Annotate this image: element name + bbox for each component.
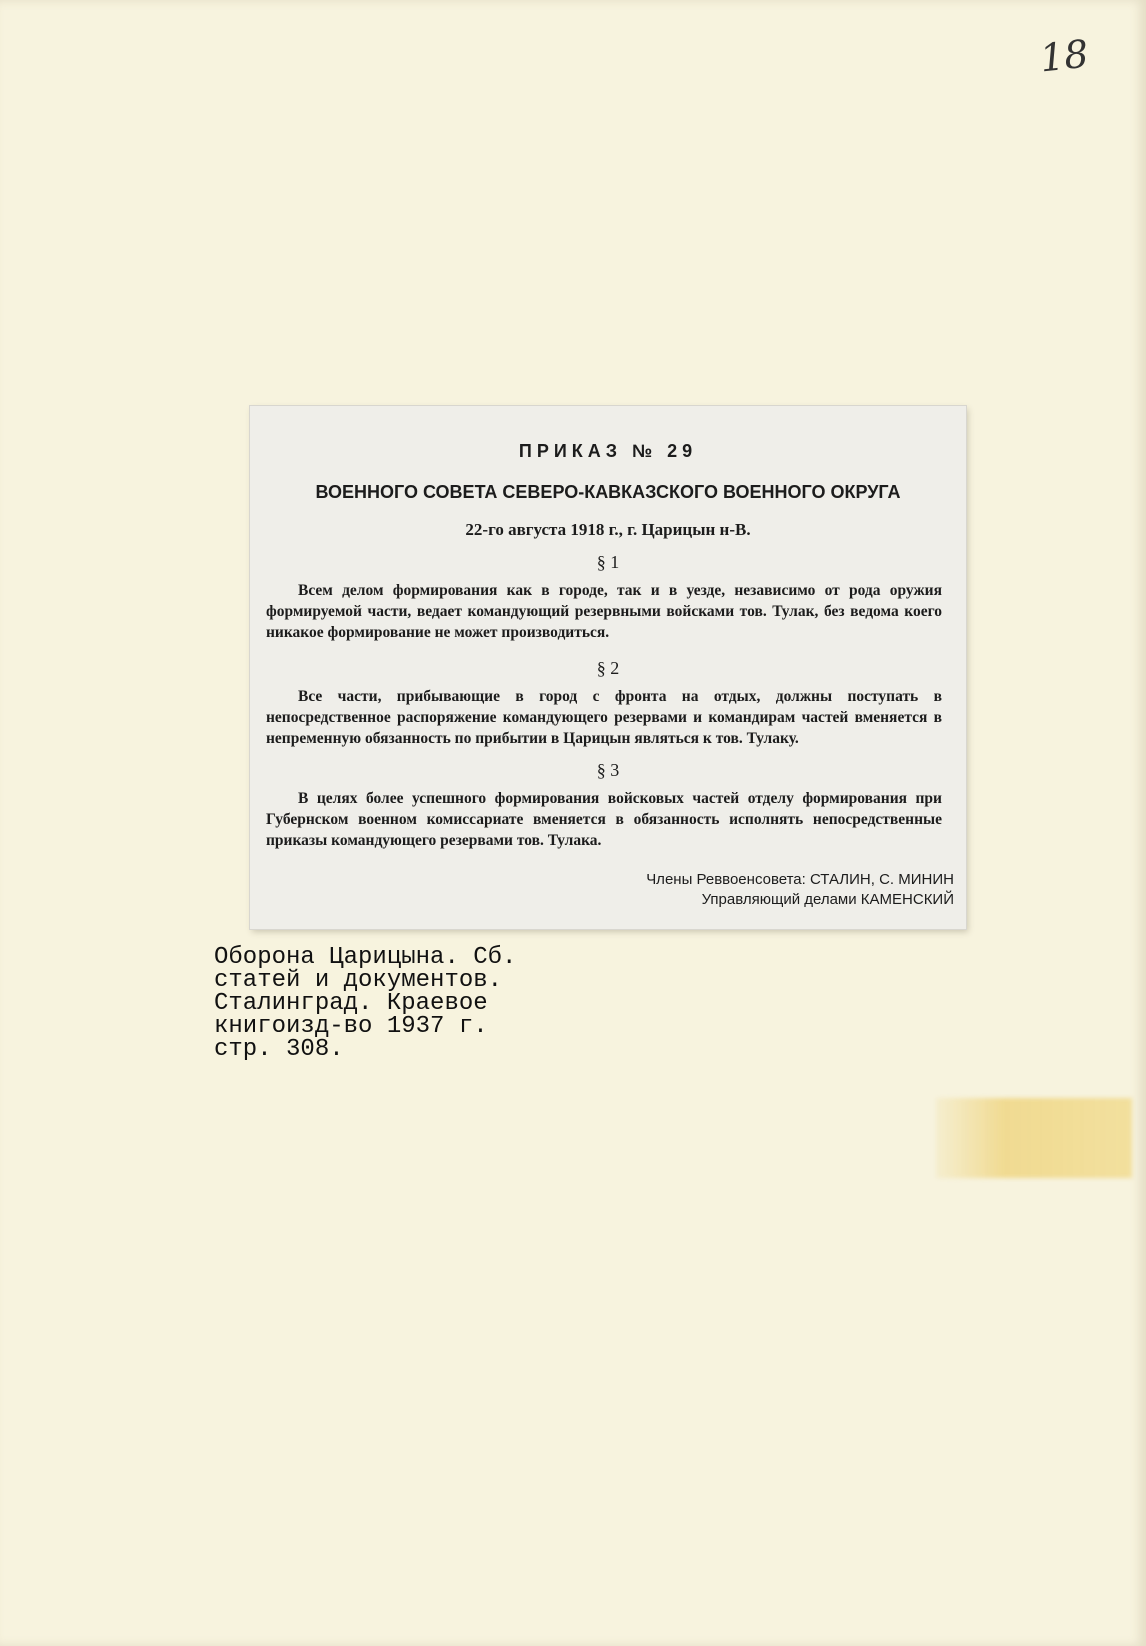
section-text-3: В целях более успешного формирования войсковых частей отделу формирования при Губернском военном комиссариате вменяется в обязанность исполнять непосредственные приказы командующего резервами тов. Тулака. — [266, 790, 942, 849]
section-text-1: Всем делом формирования как в городе, так и в уезде, независимо от рода оружия формируемой части, ведает командующий резервными войсками тов. Тулак, без ведома коего никакое формирование не может производиться. — [266, 582, 942, 641]
order-title: ПРИКАЗ № 29 — [518, 441, 698, 461]
note-line: книгоизд-во 1937 г. — [214, 1013, 488, 1040]
typed-source-note — [214, 946, 516, 1061]
note-line: Оборона Царицына. Сб. — [214, 944, 517, 971]
section-text-2: Все части, прибывающие в город с фронта на отдых, должны поступать в непосредственное распоряжение командующего резервами и командирам частей вменяется в непременную обязанность по прибытии в Царицын являться к тов. Тулаку. — [266, 688, 942, 747]
newspaper-clipping — [250, 406, 966, 929]
signature-members: Члены Реввоенсовета: СТАЛИН, С. МИНИН — [646, 871, 954, 888]
order-subtitle: ВОЕННОГО СОВЕТА СЕВЕРО-КАВКАЗСКОГО ВОЕННОГО ОКРУГА — [315, 482, 901, 502]
section-mark-3: § 3 — [596, 760, 620, 780]
order-date: 22-го августа 1918 г., г. Царицын н-В. — [465, 520, 751, 539]
section-mark-2: § 2 — [596, 658, 620, 678]
note-line: статей и документов. — [214, 967, 503, 994]
page-number: 18 — [1037, 31, 1091, 81]
signature-manager: Управляющий делами КАМЕНСКИЙ — [701, 891, 954, 908]
section-mark-1: § 1 — [596, 552, 620, 572]
note-line: Сталинград. Краевое — [214, 990, 488, 1017]
paper-stain — [936, 1098, 1132, 1178]
note-line: стр. 308. — [214, 1036, 344, 1063]
